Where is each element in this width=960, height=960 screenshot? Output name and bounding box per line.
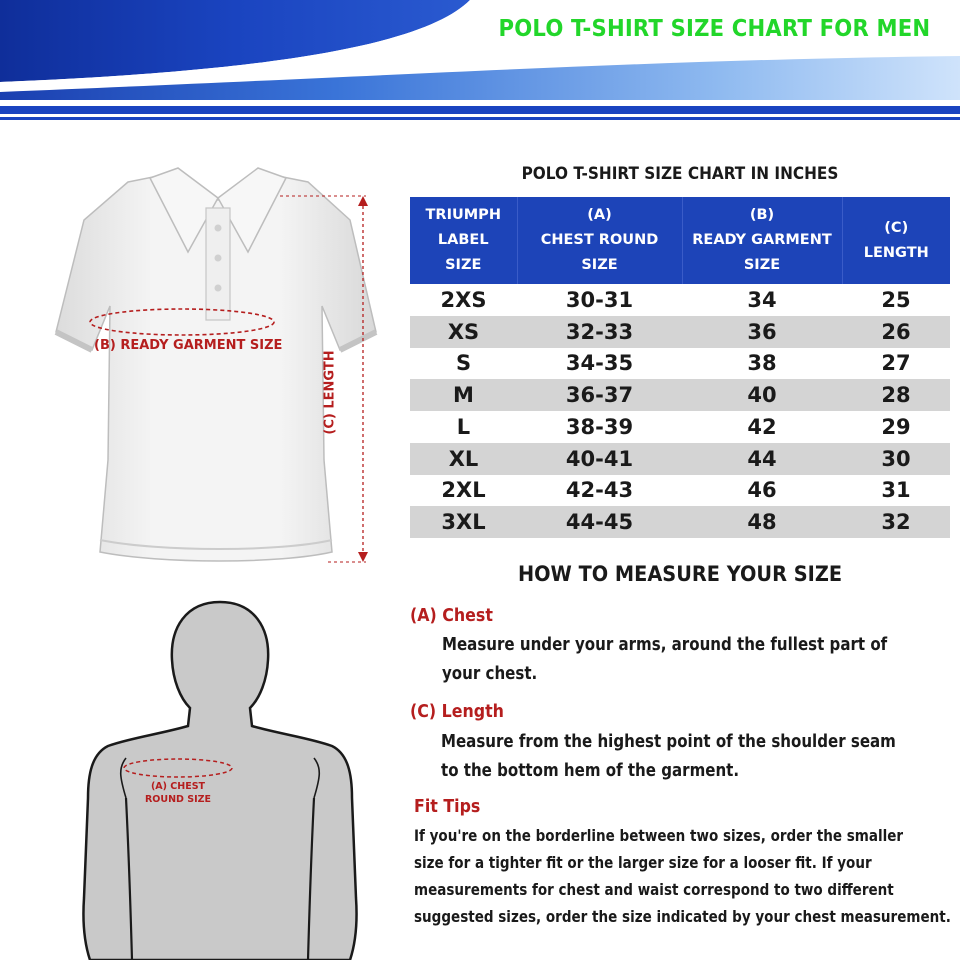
garment-cell: 44: [682, 443, 842, 475]
size-chart-table: [410, 197, 950, 538]
chest-cell: 42-43: [517, 475, 682, 507]
length-section-title: (C) Length: [410, 701, 504, 722]
length-cell: 30: [842, 443, 950, 475]
garment-cell: 36: [682, 316, 842, 348]
length-instruction-line: to the bottom hem of the garment.: [441, 761, 740, 781]
garment-cell: 42: [682, 411, 842, 443]
page-title: POLO T-SHIRT SIZE CHART FOR MEN: [498, 16, 930, 42]
length-cell: 25: [842, 284, 950, 316]
size-cell: 3XL: [410, 506, 517, 538]
length-cell: 27: [842, 348, 950, 380]
fit-tip-line: size for a tighter fit or the larger size for a looser fit. If your: [414, 853, 872, 872]
length-cell: 32: [842, 506, 950, 538]
size-cell: 2XS: [410, 284, 517, 316]
garment-cell: 40: [682, 379, 842, 411]
fit-tip-line: suggested sizes, order the size indicated by your chest measurement.: [414, 907, 951, 926]
garment-cell: 46: [682, 475, 842, 507]
length-cell: 26: [842, 316, 950, 348]
header-banner: [0, 0, 960, 125]
size-cell: XS: [410, 316, 517, 348]
garment-size-label: (B) READY GARMENT SIZE: [94, 338, 283, 353]
fit-tip-line: If you're on the borderline between two sizes, order the smaller: [414, 826, 904, 845]
table-row: [410, 475, 950, 507]
how-to-measure-heading: HOW TO MEASURE YOUR SIZE: [517, 562, 843, 586]
polo-shirt-illustration: [50, 160, 390, 570]
garment-cell: 38: [682, 348, 842, 380]
length-cell: 28: [842, 379, 950, 411]
chest-label-line1: (A) CHEST: [150, 781, 206, 792]
column-header-label-size: TRIUMPH LABEL SIZE: [410, 197, 517, 284]
column-header-length: (C) LENGTH: [842, 197, 950, 284]
table-row: [410, 348, 950, 380]
size-cell: 2XL: [410, 475, 517, 507]
garment-cell: 34: [682, 284, 842, 316]
chest-cell: 32-33: [517, 316, 682, 348]
table-header-row: [410, 197, 950, 284]
table-row: [410, 506, 950, 538]
chest-cell: 44-45: [517, 506, 682, 538]
fit-tip-line: measurements for chest and waist correspond to two different: [414, 880, 894, 899]
table-row: [410, 284, 950, 316]
chest-cell: 36-37: [517, 379, 682, 411]
column-header-ready-garment: (B) READY GARMENT SIZE: [682, 197, 842, 284]
garment-cell: 48: [682, 506, 842, 538]
fit-tips-title: Fit Tips: [414, 796, 481, 817]
chest-instruction-line: your chest.: [442, 664, 538, 684]
chest-label-line2: ROUND SIZE: [144, 794, 211, 805]
length-instruction-line: Measure from the highest point of the shoulder seam: [441, 732, 896, 752]
chest-instruction-line: Measure under your arms, around the fullest part of: [442, 635, 888, 655]
column-header-chest-round: (A) CHEST ROUND SIZE: [517, 197, 682, 284]
table-row: [410, 379, 950, 411]
chest-section-title: (A) Chest: [410, 605, 493, 626]
table-row: [410, 316, 950, 348]
chest-cell: 38-39: [517, 411, 682, 443]
table-row: [410, 411, 950, 443]
chest-cell: 34-35: [517, 348, 682, 380]
size-cell: L: [410, 411, 517, 443]
length-cell: 31: [842, 475, 950, 507]
size-cell: S: [410, 348, 517, 380]
body-measure-illustration: [70, 598, 370, 960]
table-row: [410, 443, 950, 475]
size-cell: M: [410, 379, 517, 411]
chest-cell: 40-41: [517, 443, 682, 475]
length-cell: 29: [842, 411, 950, 443]
chest-round-label: [128, 780, 228, 806]
chest-cell: 30-31: [517, 284, 682, 316]
size-chart-heading: POLO T-SHIRT SIZE CHART IN INCHES: [521, 164, 839, 184]
size-cell: XL: [410, 443, 517, 475]
length-label: (C) LENGTH: [322, 350, 338, 435]
